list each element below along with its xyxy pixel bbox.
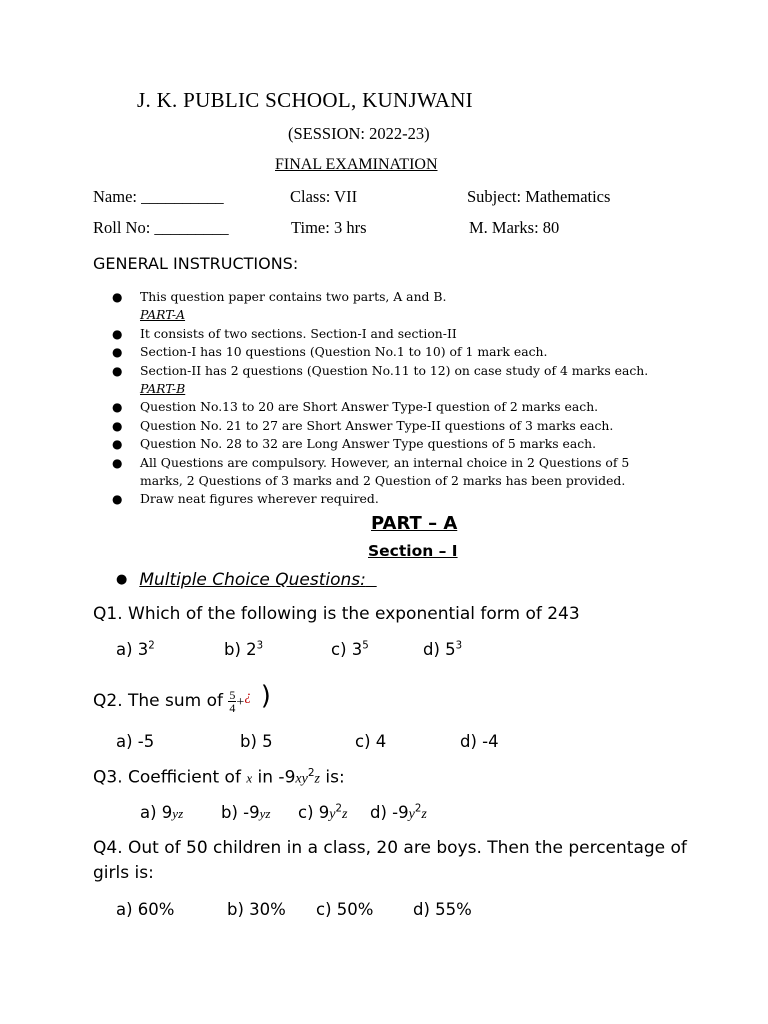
q2-option-b: b) 5 — [240, 732, 273, 751]
instruction-item: ● Section-I has 10 questions (Question No.1 to 10) of 1 mark each. — [112, 343, 672, 361]
instruction-item: ● This question paper contains two parts, A and B. — [112, 288, 672, 306]
class-label: Class: VII — [290, 187, 358, 206]
instruction-item-continued: marks, 2 Questions of 3 marks and 2 Question of 2 marks has been provided. — [140, 473, 626, 489]
q3-option-a: a) 9yz — [140, 803, 184, 822]
part-a-subheading: PART-A — [140, 307, 186, 323]
time-label: Time: 3 hrs — [291, 218, 367, 237]
instruction-item: ● All Questions are compulsory. However, an internal choice in 2 Questions of 5 — [112, 454, 672, 472]
max-marks-label: M. Marks: 80 — [469, 218, 560, 237]
q2-option-a: a) -5 — [116, 732, 155, 751]
q1-option-b: b) $2^3$ — [224, 640, 264, 659]
question-2-text: Q2. The sum of $\frac{5}{4}$ +¿ ) — [93, 681, 271, 715]
instruction-item: ● Draw neat figures wherever required. — [112, 490, 672, 508]
bullet-icon: ● — [116, 572, 128, 587]
general-instructions-heading: GENERAL INSTRUCTIONS: — [93, 254, 299, 273]
roll-no-label: Roll No: _________ — [93, 218, 229, 237]
instructions-list — [112, 288, 672, 509]
instruction-item: ● Section-II has 2 questions (Question No.11 to 12) on case study of 4 marks each. — [112, 362, 672, 380]
exam-title: FINAL EXAMINATION — [275, 156, 438, 173]
instruction-item: ● Question No. 21 to 27 are Short Answer Type-II questions of 3 marks each. — [112, 417, 672, 435]
instruction-item: ● Question No. 28 to 32 are Long Answer Type questions of 5 marks each. — [112, 435, 672, 453]
instruction-item: ● Question No.13 to 20 are Short Answer Type-I question of 2 marks each. — [112, 398, 672, 416]
q4-option-c: c) 50% — [316, 900, 374, 919]
mcq-heading-row — [116, 570, 377, 590]
part-b-subheading: PART-B — [140, 381, 186, 397]
broken-equation-glyph: ¿ — [244, 689, 252, 704]
q1-option-a: a) $3^2$ — [116, 640, 155, 659]
name-field-label: Name: __________ — [93, 187, 224, 206]
q1-option-c: c) $3^5$ — [331, 640, 369, 659]
question-4-text-line2: girls is: — [93, 863, 154, 883]
question-4-text-line1: Q4. Out of 50 children in a class, 20 are boys. Then the percentage of — [93, 838, 687, 858]
part-a-title: PART – A — [371, 513, 458, 534]
q4-option-a: a) 60% — [116, 900, 175, 919]
session-label: (SESSION: 2022-23) — [288, 124, 430, 143]
q3-option-d: d) $-9y^2z$ — [370, 803, 427, 822]
school-name: J. K. PUBLIC SCHOOL, KUNJWANI — [137, 88, 473, 112]
q2-option-d: d) -4 — [460, 732, 499, 751]
question-3-text: Q3. Coefficient of x in $-9xy^2z$ is: — [93, 767, 345, 788]
q4-option-b: b) 30% — [227, 900, 286, 919]
section-title: Section – I — [368, 542, 458, 560]
instruction-item: ● It consists of two sections. Section-I and section-II — [112, 325, 672, 343]
q4-option-d: d) 55% — [413, 900, 472, 919]
q3-option-b: b) -9yz — [221, 803, 271, 822]
mcq-heading: Multiple Choice Questions: — [139, 570, 366, 590]
subject-label: Subject: Mathematics — [467, 187, 611, 206]
q1-option-d: d) $5^3$ — [423, 640, 463, 659]
question-1-text: Q1. Which of the following is the exponential form of 243 — [93, 604, 580, 624]
q2-option-c: c) 4 — [355, 732, 387, 751]
fraction-5-4: $\frac{5}{4}$ — [229, 687, 236, 715]
q3-option-c: c) $9y^2z$ — [298, 803, 348, 822]
